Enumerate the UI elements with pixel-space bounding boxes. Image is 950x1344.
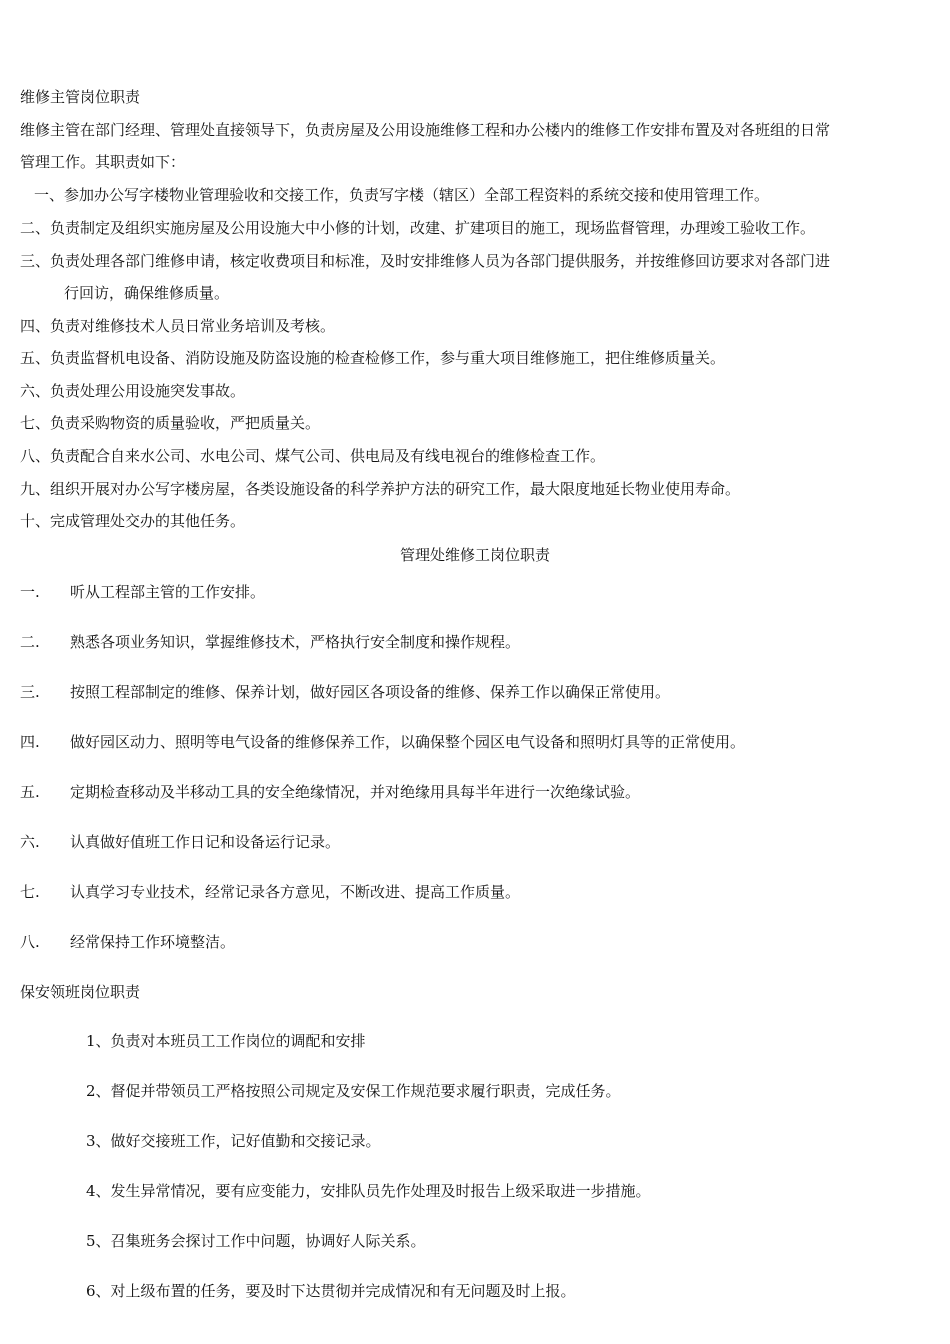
duty-item: 十、完成管理处交办的其他任务。 <box>20 512 246 530</box>
list-item: 3、做好交接班工作，记好值勤和交接记录。 <box>86 1132 381 1150</box>
duty-item: 二、负责制定及组织实施房屋及公用设施大中小修的计划，改建、扩建项目的施工，现场监督管理，办理竣工验收工作。 <box>20 219 816 237</box>
item-number: 四. <box>20 733 40 751</box>
item-number: 一. <box>20 583 40 601</box>
item-number: 六. <box>20 833 40 851</box>
intro-paragraph-line: 维修主管在部门经理、管理处直接领导下，负责房屋及公用设施维修工程和办公楼内的维修工作安排布置及对各班组的日常 <box>20 121 831 139</box>
duty-item: 四、负责对维修技术人员日常业务培训及考核。 <box>20 317 336 335</box>
numbered-item <box>20 682 670 702</box>
numbered-item <box>20 582 265 602</box>
item-text: 定期检查移动及半移动工具的安全绝缘情况，并对绝缘用具每半年进行一次绝缘试验。 <box>70 783 641 801</box>
item-number: 二. <box>20 633 40 651</box>
list-item: 4、发生异常情况，要有应变能力，安排队员先作处理及时报告上级采取进一步措施。 <box>86 1182 651 1200</box>
numbered-item <box>20 632 520 652</box>
list-item: 1、负责对本班员工工作岗位的调配和安排 <box>86 1032 366 1050</box>
duty-item: 八、负责配合自来水公司、水电公司、煤气公司、供电局及有线电视台的维修检查工作。 <box>20 447 606 465</box>
intro-paragraph-line: 管理工作。其职责如下： <box>20 153 186 171</box>
numbered-item <box>20 932 235 952</box>
item-text: 熟悉各项业务知识，掌握维修技术，严格执行安全制度和操作规程。 <box>70 633 521 651</box>
duty-item: 六、负责处理公用设施突发事故。 <box>20 382 246 400</box>
item-text: 认真学习专业技术，经常记录各方意见，不断改进、提高工作质量。 <box>70 883 521 901</box>
section-title-security-foreman: 保安领班岗位职责 <box>20 983 141 1001</box>
numbered-item <box>20 832 340 852</box>
duty-item: 五、负责监督机电设备、消防设施及防盗设施的检查检修工作，参与重大项目维修施工，把住维修质量关。 <box>20 349 726 367</box>
item-text: 按照工程部制定的维修、保养计划，做好园区各项设备的维修、保养工作以确保正常使用。 <box>70 683 671 701</box>
item-number: 五. <box>20 783 40 801</box>
item-number: 七. <box>20 883 40 901</box>
item-text: 做好园区动力、照明等电气设备的维修保养工作，以确保整个园区电气设备和照明灯具等的正常使用。 <box>70 733 746 751</box>
item-number: 三. <box>20 683 40 701</box>
item-text: 经常保持工作环境整洁。 <box>70 933 236 951</box>
item-text: 认真做好值班工作日记和设备运行记录。 <box>70 833 341 851</box>
item-number: 八. <box>20 933 40 951</box>
duty-item: 七、负责采购物资的质量验收，严把质量关。 <box>20 414 321 432</box>
duty-item-continuation: 行回访，确保维修质量。 <box>64 284 230 302</box>
list-item: 6、对上级布置的任务，要及时下达贯彻并完成情况和有无问题及时上报。 <box>86 1282 576 1300</box>
duty-item: 一、参加办公写字楼物业管理验收和交接工作，负责写字楼（辖区）全部工程资料的系统交接和使用管理工作。 <box>34 186 770 204</box>
list-item: 5、召集班务会探讨工作中问题，协调好人际关系。 <box>86 1232 426 1250</box>
duty-item: 九、组织开展对办公写字楼房屋，各类设施设备的科学养护方法的研究工作，最大限度地延长物业使用寿命。 <box>20 480 741 498</box>
list-item: 2、督促并带领员工严格按照公司规定及安保工作规范要求履行职责，完成任务。 <box>86 1082 621 1100</box>
item-text: 听从工程部主管的工作安排。 <box>70 583 266 601</box>
numbered-item <box>20 882 520 902</box>
duty-item: 三、负责处理各部门维修申请，核定收费项目和标准，及时安排维修人员为各部门提供服务，并按维修回访要求对各部门进 <box>20 252 831 270</box>
numbered-item <box>20 782 640 802</box>
section-title-maintenance-worker: 管理处维修工岗位职责 <box>399 546 550 564</box>
section-title-maintenance-supervisor: 维修主管岗位职责 <box>20 88 141 106</box>
numbered-item <box>20 732 745 752</box>
